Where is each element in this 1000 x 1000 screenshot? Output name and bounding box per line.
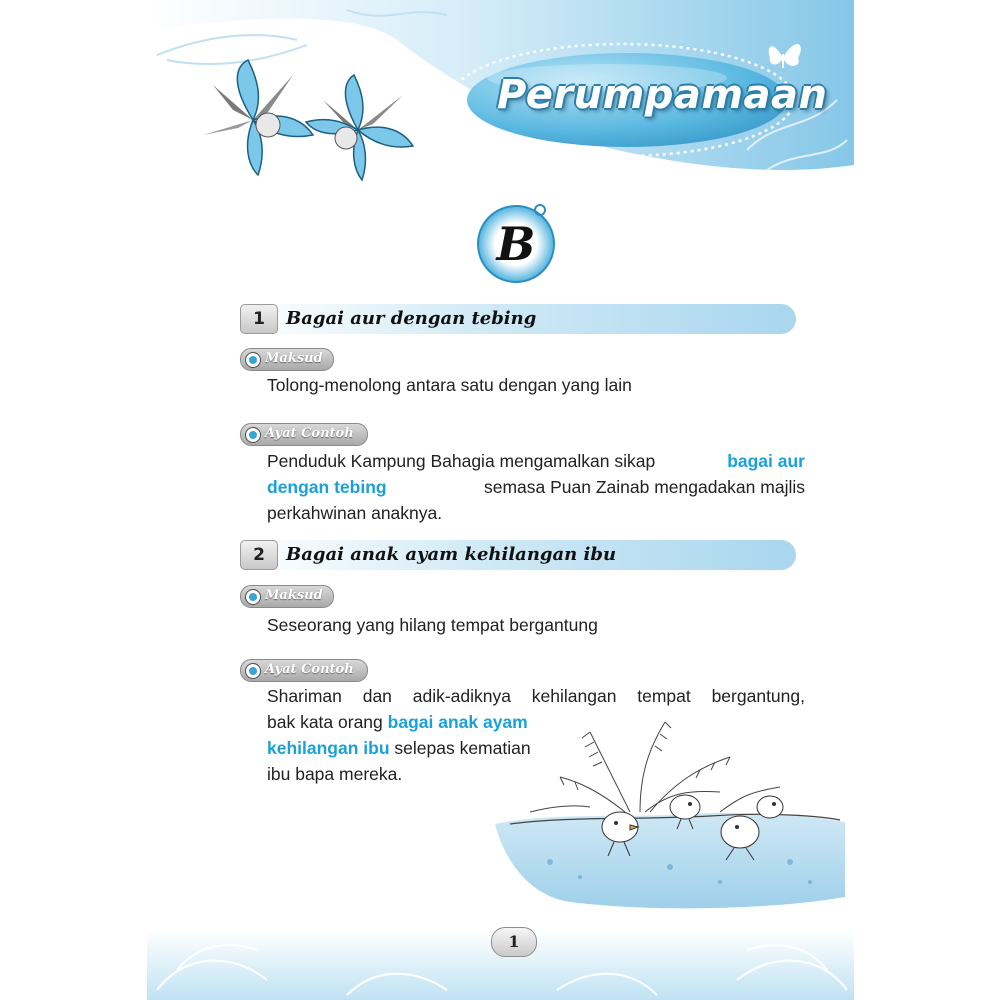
section-2-title: Bagai anak ayam kehilangan ibu bbox=[286, 544, 617, 565]
example-line: perkahwinan anaknya. bbox=[267, 503, 443, 523]
page-title: Perumpamaan bbox=[497, 72, 828, 118]
section-2-meaning-label: Maksud bbox=[240, 585, 334, 608]
section-1-example bbox=[267, 448, 805, 526]
bullet-icon bbox=[245, 663, 261, 679]
page-number: 1 bbox=[491, 927, 537, 957]
section-2-example-label: Ayat Contoh bbox=[240, 659, 368, 682]
section-1-example-label: Ayat Contoh bbox=[240, 423, 368, 446]
example-line: bak kata orang bagai anak ayam bbox=[267, 712, 528, 732]
section-2-meaning: Seseorang yang hilang tempat bergantung bbox=[267, 615, 598, 635]
bullet-icon bbox=[245, 427, 261, 443]
example-line: kehilangan ibu selepas kematian bbox=[267, 738, 531, 758]
bullet-icon bbox=[245, 589, 261, 605]
example-line: Shariman dan adik-adiknya kehilangan tempat bergantung, bbox=[267, 686, 805, 706]
section-2-number: 2 bbox=[240, 540, 278, 570]
example-line: dengan tebing semasa Puan Zainab mengadakan majlis bbox=[267, 477, 805, 497]
chick bbox=[757, 796, 783, 818]
example-line: ibu bapa mereka. bbox=[267, 764, 403, 784]
section-1-meaning-label: Maksud bbox=[240, 348, 334, 371]
section-1-title: Bagai aur dengan tebing bbox=[286, 308, 537, 329]
bullet-icon bbox=[245, 352, 261, 368]
orchid-flowers-illustration bbox=[198, 55, 430, 190]
section-letter: B bbox=[496, 217, 536, 271]
chicks-illustration bbox=[490, 712, 850, 912]
example-line: Penduduk Kampung Bahagia mengamalkan sikap bagai aur bbox=[267, 451, 805, 471]
section-1-meaning: Tolong-menolong antara satu dengan yang lain bbox=[267, 375, 632, 395]
section-1-number: 1 bbox=[240, 304, 278, 334]
